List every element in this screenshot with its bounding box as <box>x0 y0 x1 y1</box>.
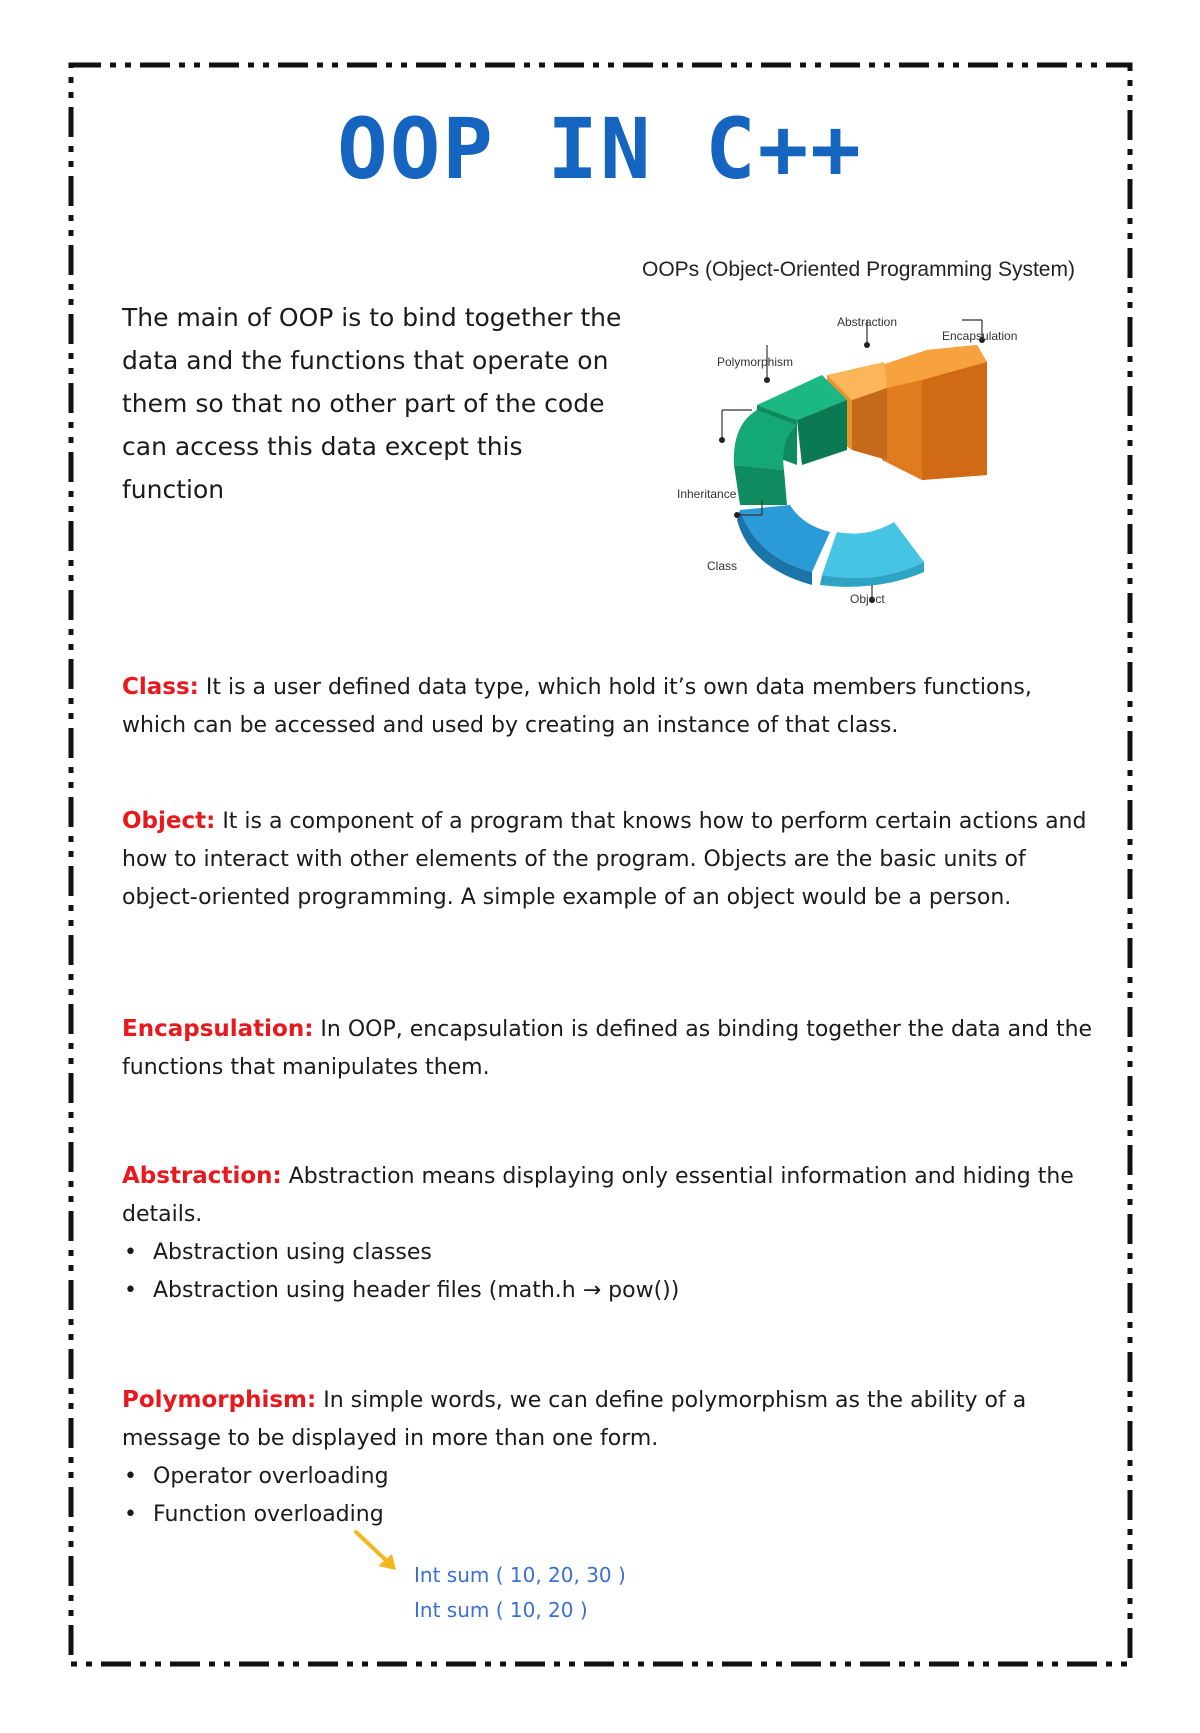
abstraction-description: Abstraction means displaying only essential information and hiding the details. <box>122 1164 1074 1227</box>
polymorphism-list <box>122 1458 1102 1534</box>
section-encapsulation <box>122 1010 1102 1087</box>
term-class: Class: <box>122 674 199 700</box>
object-segment <box>820 522 924 587</box>
term-polymorphism: Polymorphism: <box>122 1387 317 1413</box>
term-object: Object: <box>122 808 216 834</box>
abstraction-list <box>122 1234 1102 1310</box>
diagram-title: OOPs (Object-Oriented Programming System) <box>642 258 1075 281</box>
code-example-1: Int sum ( 10, 20, 30 ) <box>414 1563 626 1587</box>
intro-paragraph: The main of OOP is to bind together the data and the functions that operate on them so that no other part of the code can access this data except this function <box>122 303 622 504</box>
list-item: • Operator overloading <box>122 1458 1102 1496</box>
arrow-icon <box>352 1528 402 1574</box>
label-abstraction: Abstraction <box>837 315 898 329</box>
oop-ring-diagram <box>662 300 1092 620</box>
polymorphism-description: In simple words, we can define polymorphism as the ability of a message to be displayed in more than one form. <box>122 1388 1027 1451</box>
object-description: It is a component of a program that knows how to perform certain actions and how to interact with other elements of the program. Objects are the basic units of object-oriented programming. A simple example of an object would be a person. <box>122 809 1087 910</box>
encapsulation-description: In OOP, encapsulation is defined as binding together the data and the functions that manipulates them. <box>122 1017 1093 1080</box>
section-abstraction <box>122 1157 1102 1310</box>
label-class: Class <box>707 559 738 573</box>
section-object <box>122 802 1102 917</box>
section-polymorphism <box>122 1381 1102 1534</box>
list-item: • Abstraction using classes <box>122 1234 1102 1272</box>
section-class <box>122 668 1102 745</box>
list-item: • Abstraction using header files (math.h → pow()) <box>122 1272 1102 1310</box>
label-polymorphism: Polymorphism <box>717 355 794 369</box>
label-object: Object <box>850 592 885 606</box>
encapsulation-segment <box>882 345 987 480</box>
page-title: OOP IN C++ <box>337 100 863 198</box>
label-inheritance: Inheritance <box>677 487 737 501</box>
term-abstraction: Abstraction: <box>122 1163 282 1189</box>
code-example-2: Int sum ( 10, 20 ) <box>414 1598 588 1622</box>
label-encapsulation: Encapsulation <box>942 329 1018 343</box>
class-description: It is a user defined data type, which hold it’s own data members functions, which can be accessed and used by creating an instance of that class. <box>122 675 1032 738</box>
term-encapsulation: Encapsulation: <box>122 1016 314 1042</box>
class-segment <box>737 505 830 585</box>
list-item: • Function overloading <box>122 1496 1102 1534</box>
